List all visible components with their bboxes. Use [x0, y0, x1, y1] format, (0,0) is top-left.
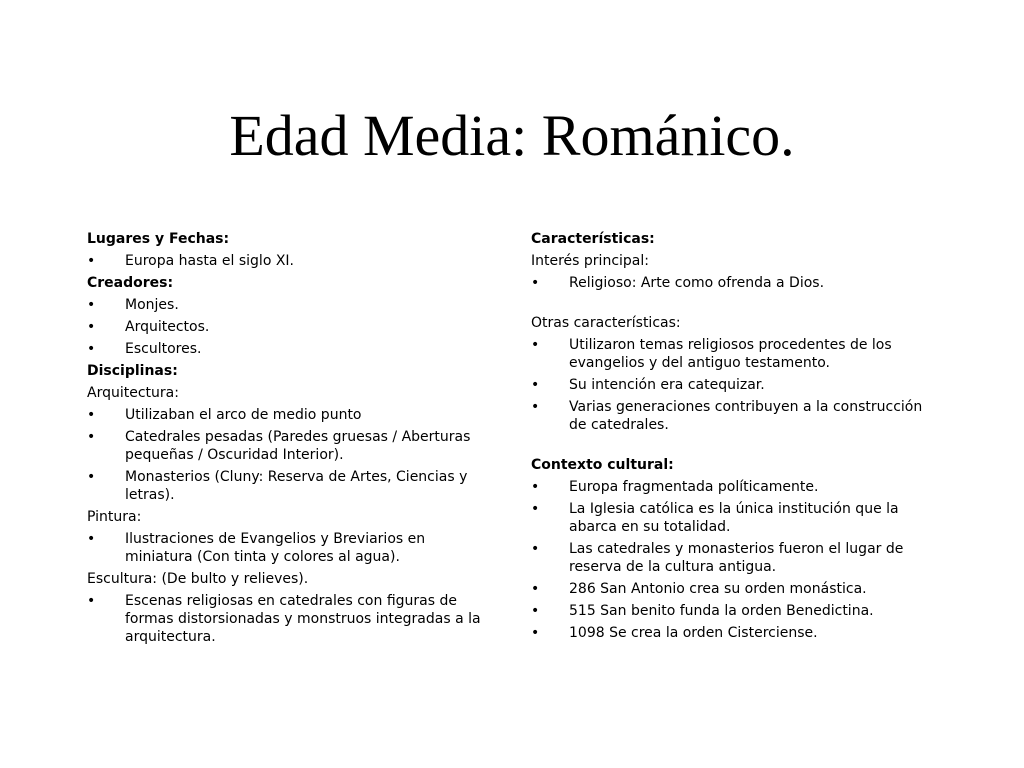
bullet-icon: •: [531, 399, 540, 415]
list-item: [531, 624, 936, 642]
pintura-label: Pintura:: [87, 509, 142, 525]
interes-label: Interés principal:: [531, 253, 649, 269]
bullet-icon: •: [531, 581, 540, 597]
arquitectura-label: Arquitectura:: [87, 385, 179, 401]
list-item-text: 1098 Se crea la orden Cisterciense.: [569, 625, 818, 641]
bullet-icon: •: [87, 407, 96, 423]
escultura-label: Escultura: (De bulto y relieves).: [87, 571, 309, 587]
bullet-icon: •: [87, 319, 96, 335]
list-item: [531, 274, 936, 292]
creadores-heading: Creadores:: [87, 275, 174, 291]
list-item-text: Religioso: Arte como ofrenda a Dios.: [569, 275, 825, 291]
bullet-icon: •: [531, 479, 540, 495]
list-item: [531, 336, 936, 372]
list-item: [531, 540, 936, 576]
bullet-icon: •: [531, 337, 540, 353]
list-item: [531, 580, 936, 598]
bullet-icon: •: [531, 377, 540, 393]
list-item: [531, 602, 936, 620]
list-item-text: La Iglesia católica es la única institución que la abarca en su totalidad.: [569, 501, 899, 535]
right-column: [531, 226, 936, 642]
bullet-icon: •: [87, 469, 96, 485]
slide-title: Edad Media: Románico.: [229, 103, 795, 168]
bullet-icon: •: [531, 275, 540, 291]
list-item: [531, 376, 936, 394]
otras-label: Otras características:: [531, 315, 681, 331]
list-item-text: Su intención era catequizar.: [569, 377, 765, 393]
list-item: [531, 398, 936, 434]
list-item-text: Europa fragmentada políticamente.: [569, 479, 819, 495]
list-item-text: Catedrales pesadas (Paredes gruesas / Aberturas pequeñas / Oscuridad Interior).: [125, 429, 471, 463]
list-item: [87, 592, 492, 646]
list-item-text: Utilizaron temas religiosos procedentes de los evangelios y del antiguo testamento.: [569, 337, 892, 371]
bullet-icon: •: [87, 429, 96, 445]
list-item: [87, 406, 492, 424]
list-item: [87, 468, 492, 504]
bullet-icon: •: [531, 625, 540, 641]
list-item-text: 286 San Antonio crea su orden monástica.: [569, 581, 867, 597]
list-item: [87, 318, 492, 336]
disciplinas-heading: Disciplinas:: [87, 363, 178, 379]
bullet-icon: •: [531, 541, 540, 557]
left-column: [87, 226, 492, 646]
list-item-text: Varias generaciones contribuyen a la construcción de catedrales.: [569, 399, 923, 433]
list-item-text: Monasterios (Cluny: Reserva de Artes, Ciencias y letras).: [125, 469, 468, 503]
list-item-text: Europa hasta el siglo XI.: [125, 253, 295, 269]
bullet-icon: •: [87, 297, 96, 313]
list-item: [531, 478, 936, 496]
list-item-text: Arquitectos.: [125, 319, 210, 335]
list-item: [87, 296, 492, 314]
spacer: [531, 434, 936, 452]
list-item-text: Las catedrales y monasterios fueron el lugar de reserva de la cultura antigua.: [569, 541, 904, 575]
list-item-text: Escenas religiosas en catedrales con figuras de formas distorsionadas y monstruos integradas a la arquitectura.: [125, 593, 481, 645]
bullet-icon: •: [87, 531, 96, 547]
list-item: [87, 428, 492, 464]
list-item-text: 515 San benito funda la orden Benedictina.: [569, 603, 874, 619]
list-item-text: Ilustraciones de Evangelios y Breviarios en miniatura (Con tinta y colores al agua).: [125, 531, 426, 565]
list-item-text: Utilizaban el arco de medio punto: [125, 407, 362, 423]
contexto-heading: Contexto cultural:: [531, 457, 674, 473]
caracteristicas-heading: Características:: [531, 231, 655, 247]
bullet-icon: •: [87, 253, 96, 269]
list-item: [531, 500, 936, 536]
list-item-text: Escultores.: [125, 341, 202, 357]
bullet-icon: •: [87, 341, 96, 357]
list-item-text: Monjes.: [125, 297, 179, 313]
bullet-icon: •: [531, 603, 540, 619]
bullet-icon: •: [87, 593, 96, 609]
list-item: [87, 530, 492, 566]
list-item: [87, 340, 492, 358]
list-item: [87, 252, 492, 270]
bullet-icon: •: [531, 501, 540, 517]
lugares-heading: Lugares y Fechas:: [87, 231, 230, 247]
spacer: [531, 292, 936, 310]
